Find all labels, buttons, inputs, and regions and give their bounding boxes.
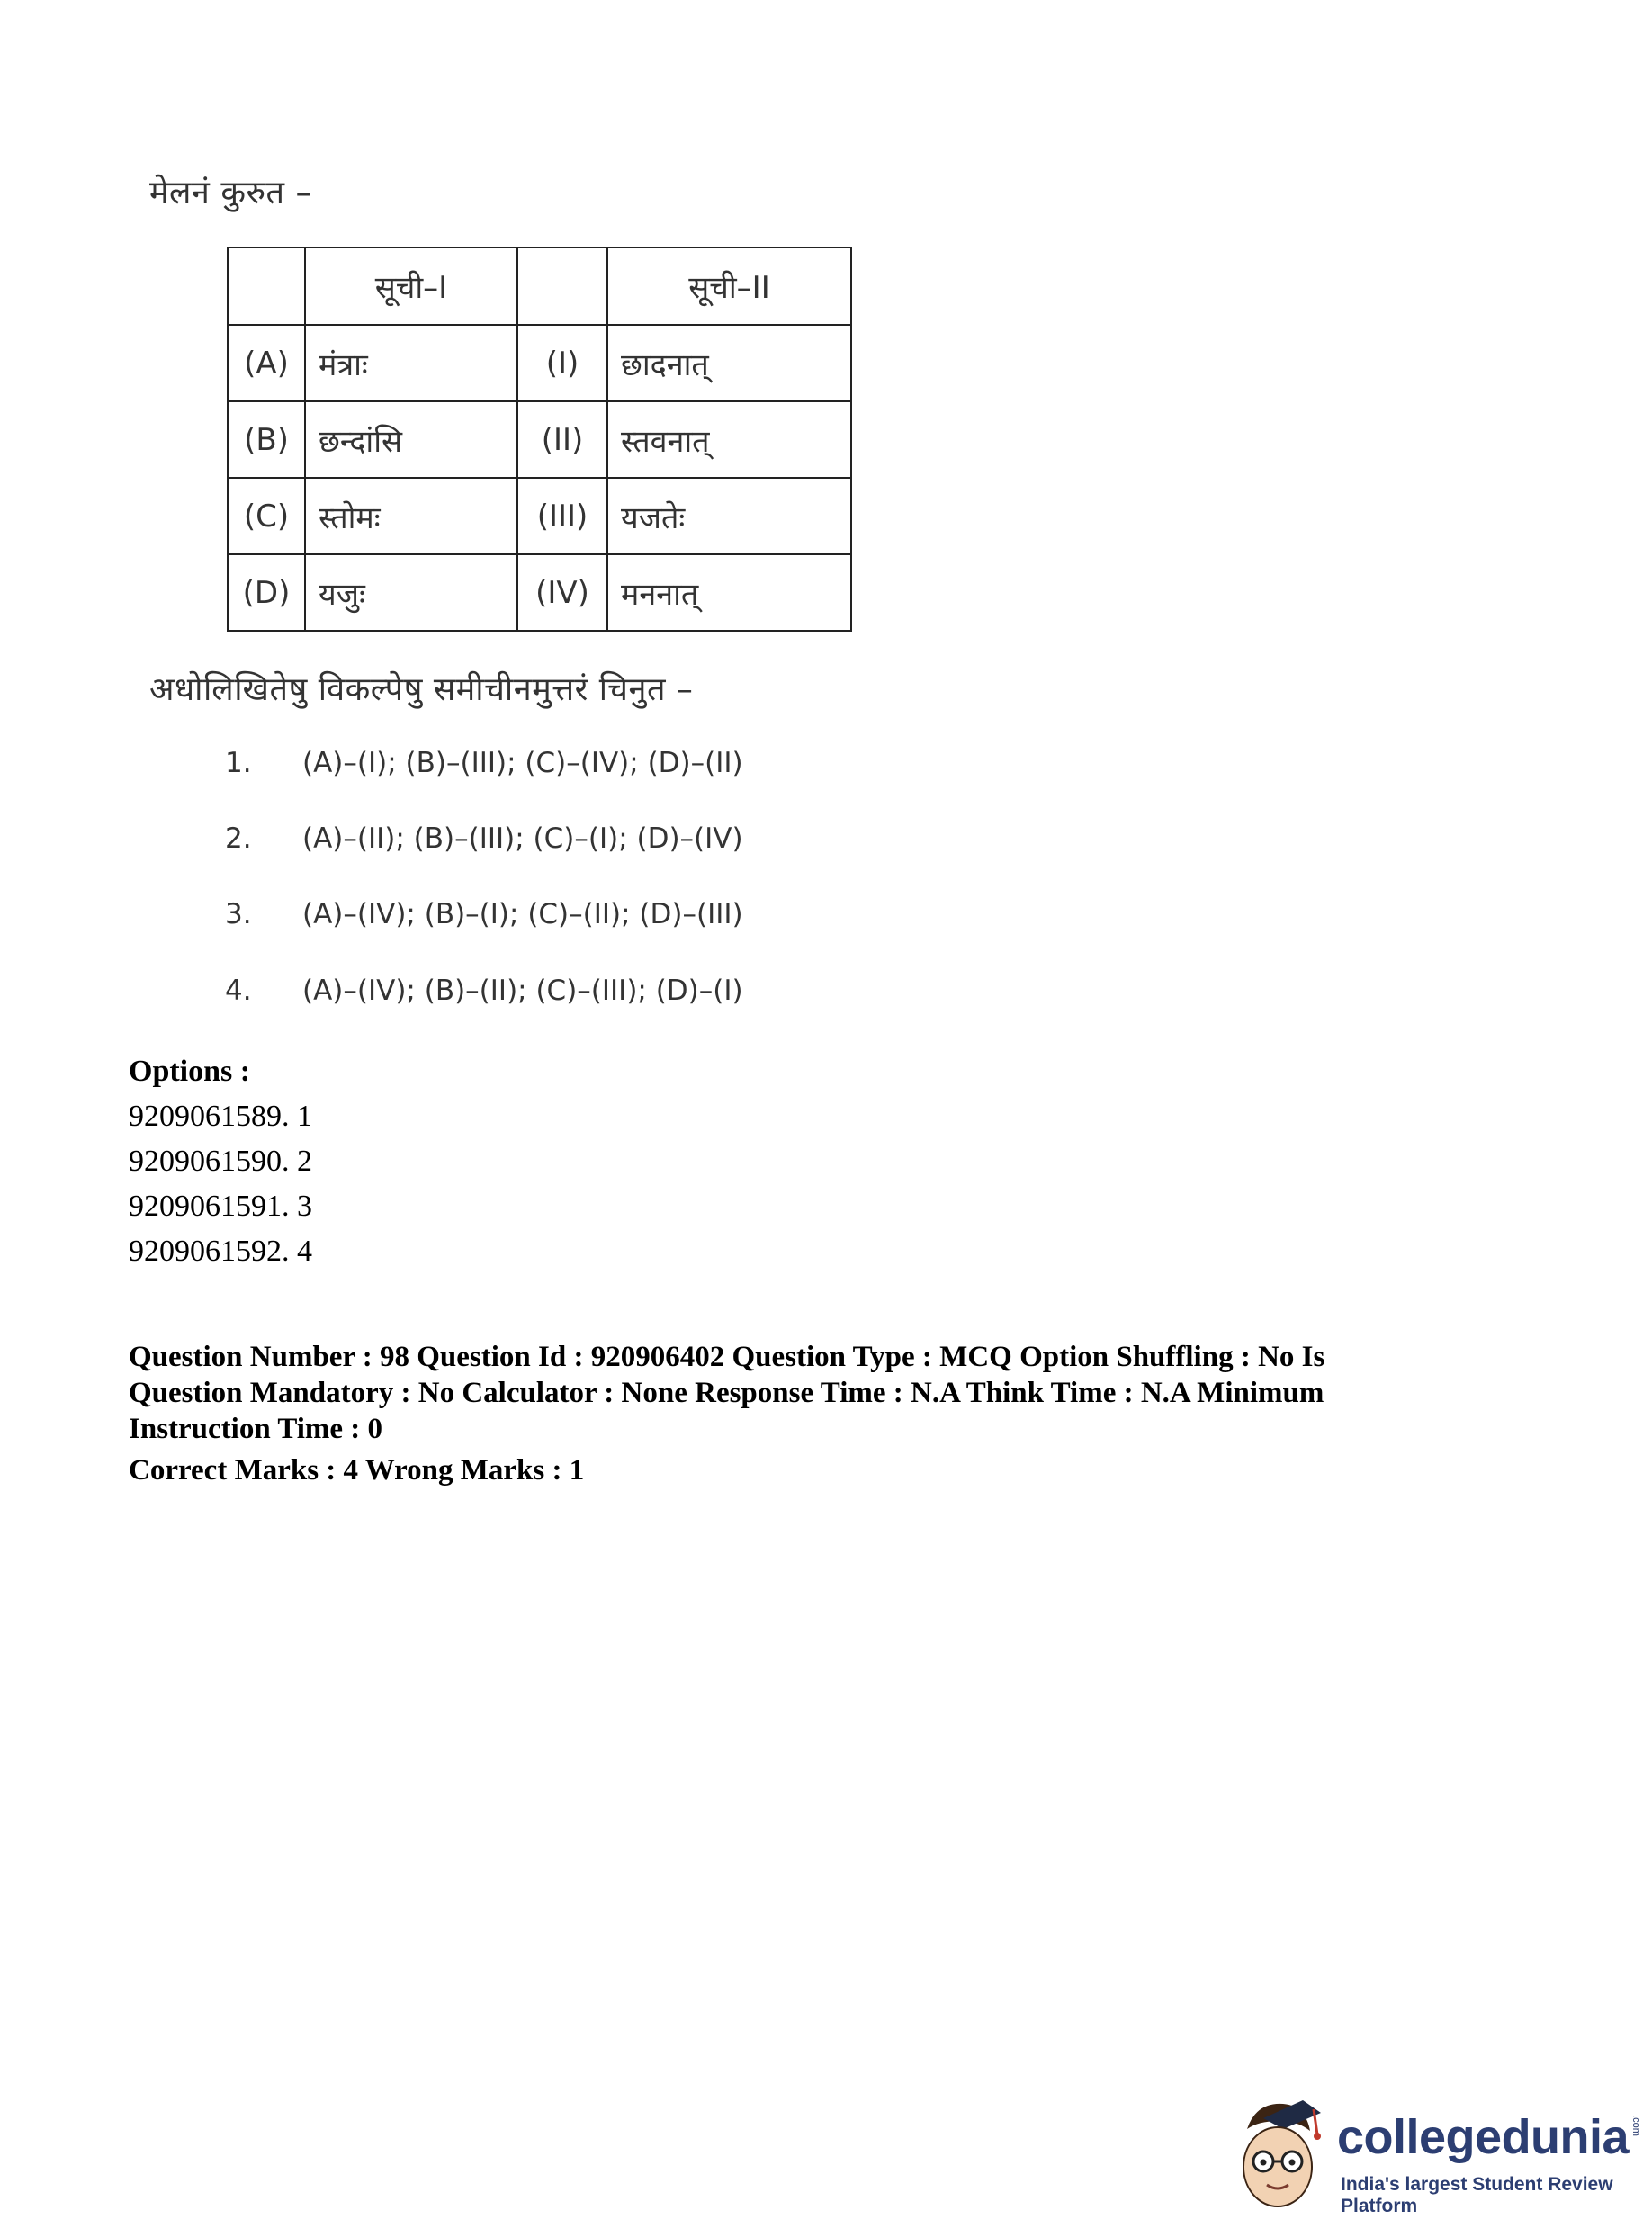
mascot-icon: [1220, 2093, 1337, 2219]
choice-number: 3.: [225, 898, 252, 930]
marks-line: Correct Marks : 4 Wrong Marks : 1: [129, 1454, 585, 1487]
logo-suffix: .com: [1630, 2115, 1641, 2136]
table-header-row: [228, 247, 851, 325]
table-row: [228, 401, 851, 478]
row-number: (I): [517, 325, 607, 401]
question-instruction: मेलनं कुरुत –: [149, 175, 312, 211]
meta-line: Instruction Time : 0: [129, 1413, 383, 1445]
option-id: 9209061591. 3: [129, 1190, 312, 1223]
list1-item: स्तोमः: [305, 478, 517, 554]
table-row: [228, 554, 851, 631]
logo-tagline: India's largest Student Review Platform: [1341, 2174, 1613, 2216]
options-heading: Options :: [129, 1055, 251, 1088]
option-id: 9209061590. 2: [129, 1145, 312, 1178]
list2-item: यजतेः: [607, 478, 851, 554]
list2-item: मननात्: [607, 554, 851, 631]
list1-item: मंत्राः: [305, 325, 517, 401]
list2-item: छादनात्: [607, 325, 851, 401]
collegedunia-logo: [1220, 2093, 1641, 2219]
choice-text: (A)–(IV); (B)–(II); (C)–(III); (D)–(I): [302, 975, 743, 1007]
choice-item: [225, 975, 743, 1007]
choice-number: 1.: [225, 747, 252, 779]
choice-item: [225, 822, 743, 855]
list2-item: स्तवनात्: [607, 401, 851, 478]
option-id: 9209061592. 4: [129, 1235, 312, 1268]
list2-header: सूची–II: [607, 247, 851, 325]
match-table: [227, 247, 852, 632]
choice-text: (A)–(II); (B)–(III); (C)–(I); (D)–(IV): [302, 822, 743, 855]
row-number: (III): [517, 478, 607, 554]
logo-wordmark: collegedunia: [1337, 2110, 1630, 2164]
choice-number: 4.: [225, 975, 252, 1007]
list1-header: सूची–I: [305, 247, 517, 325]
header-empty-cell: [228, 247, 305, 325]
row-label: (C): [228, 478, 305, 554]
header-empty-cell: [517, 247, 607, 325]
choice-item: [225, 898, 743, 930]
row-label: (B): [228, 401, 305, 478]
question-prompt: अधोलिखितेषु विकल्पेषु समीचीनमुत्तरं चिनुत –: [149, 671, 694, 708]
row-label: (A): [228, 325, 305, 401]
meta-line: Question Number : 98 Question Id : 920906402 Question Type : MCQ Option Shuffling : No Is: [129, 1341, 1325, 1373]
choice-text: (A)–(IV); (B)–(I); (C)–(II); (D)–(III): [302, 898, 743, 930]
choice-text: (A)–(I); (B)–(III); (C)–(IV); (D)–(II): [302, 747, 743, 779]
table-row: [228, 325, 851, 401]
choice-item: [225, 747, 743, 779]
choice-number: 2.: [225, 822, 252, 855]
list1-item: छन्दांसि: [305, 401, 517, 478]
row-number: (II): [517, 401, 607, 478]
question-meta: [129, 1339, 1532, 1447]
option-id: 9209061589. 1: [129, 1100, 312, 1133]
meta-line: Question Mandatory : No Calculator : None Response Time : N.A Think Time : N.A Minimum: [129, 1377, 1324, 1409]
row-number: (IV): [517, 554, 607, 631]
list1-item: यजुः: [305, 554, 517, 631]
row-label: (D): [228, 554, 305, 631]
table-row: [228, 478, 851, 554]
